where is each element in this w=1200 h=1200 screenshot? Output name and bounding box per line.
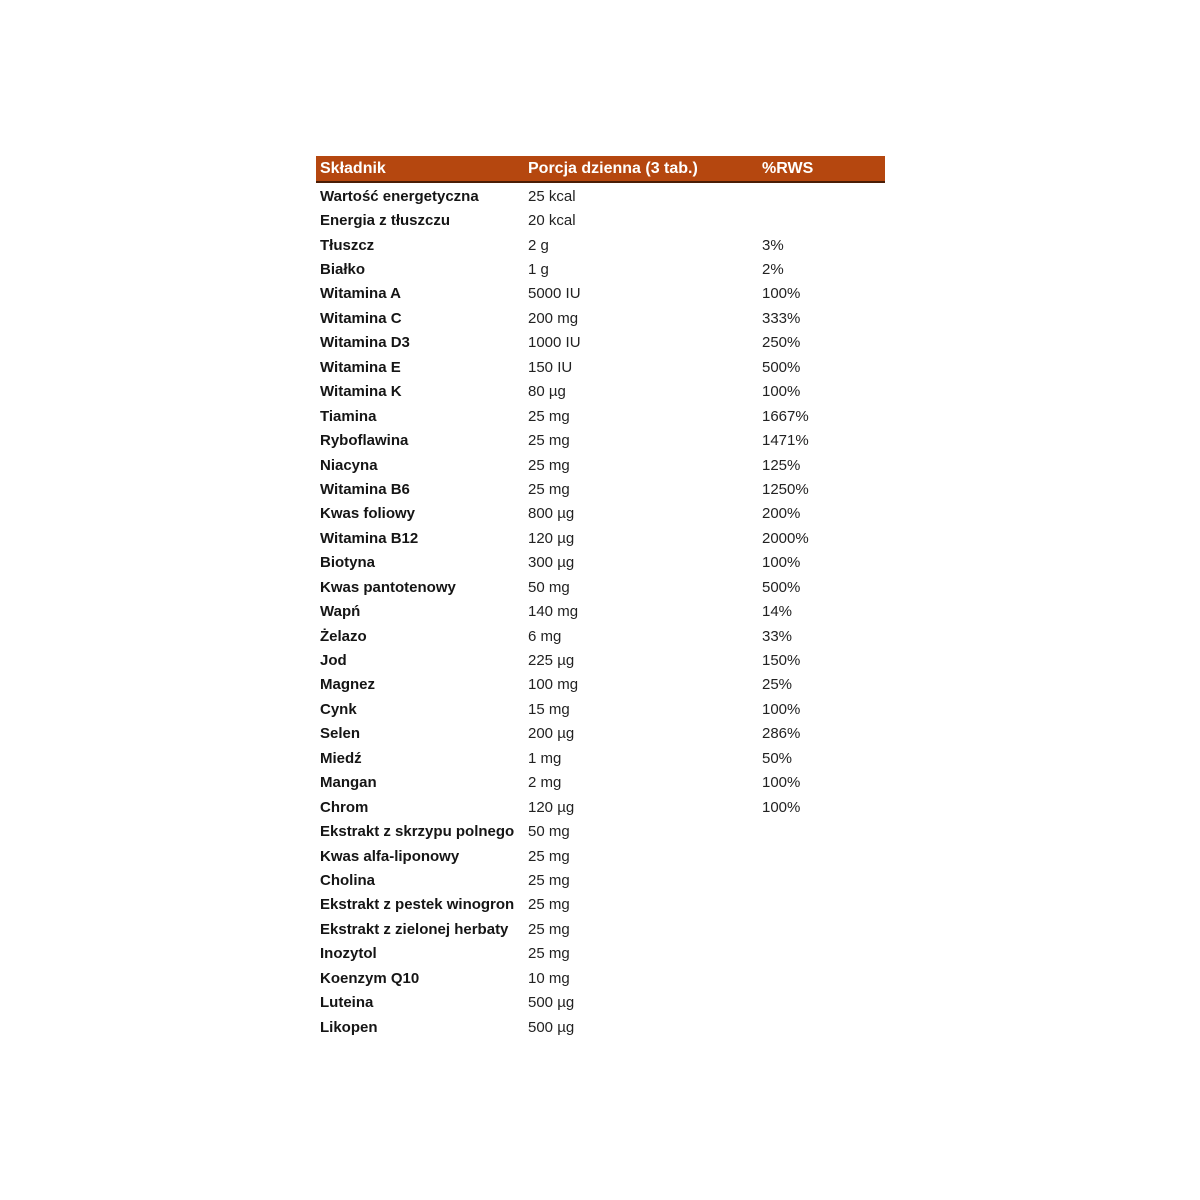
ingredient-name: Niacyna bbox=[320, 456, 378, 474]
table-row bbox=[316, 477, 885, 501]
table-row bbox=[316, 526, 885, 550]
rws-percent-value: 25% bbox=[762, 676, 793, 694]
ingredient-name: Selen bbox=[320, 725, 361, 743]
table-header-row bbox=[316, 156, 885, 183]
daily-portion-value: 100 mg bbox=[528, 676, 579, 694]
ingredient-name: Witamina E bbox=[320, 358, 401, 376]
rws-percent-value: 2% bbox=[762, 261, 784, 279]
ingredient-name: Energia z tłuszczu bbox=[320, 212, 451, 230]
table-row bbox=[316, 819, 885, 843]
table-body bbox=[316, 184, 885, 1039]
table-row bbox=[316, 795, 885, 819]
daily-portion-value: 200 mg bbox=[528, 309, 579, 327]
ingredient-name: Tiamina bbox=[320, 407, 377, 425]
rws-percent-value: 100% bbox=[762, 700, 801, 718]
daily-portion-value: 500 µg bbox=[528, 1018, 575, 1036]
daily-portion-value: 140 mg bbox=[528, 603, 579, 621]
ingredient-name: Koenzym Q10 bbox=[320, 969, 420, 987]
ingredient-name: Witamina D3 bbox=[320, 334, 410, 352]
daily-portion-value: 25 mg bbox=[528, 847, 570, 865]
daily-portion-value: 225 µg bbox=[528, 652, 575, 670]
ingredient-name: Witamina B12 bbox=[320, 529, 419, 547]
rws-percent-value: 125% bbox=[762, 456, 801, 474]
ingredient-name: Ekstrakt z pestek winogron bbox=[320, 896, 515, 914]
table-row bbox=[316, 355, 885, 379]
header-ingredient: Składnik bbox=[320, 159, 386, 177]
table-row bbox=[316, 893, 885, 917]
table-row bbox=[316, 868, 885, 892]
table-row bbox=[316, 648, 885, 672]
daily-portion-value: 120 µg bbox=[528, 798, 575, 816]
table-row bbox=[316, 331, 885, 355]
table-row bbox=[316, 575, 885, 599]
table-row bbox=[316, 697, 885, 721]
rws-percent-value: 1471% bbox=[762, 432, 809, 450]
rws-percent-value: 100% bbox=[762, 774, 801, 792]
table-row bbox=[316, 233, 885, 257]
daily-portion-value: 120 µg bbox=[528, 529, 575, 547]
rws-percent-value: 33% bbox=[762, 627, 793, 645]
rws-percent-value: 250% bbox=[762, 334, 801, 352]
daily-portion-value: 25 mg bbox=[528, 920, 570, 938]
rws-percent-value: 3% bbox=[762, 236, 784, 254]
daily-portion-value: 25 mg bbox=[528, 456, 570, 474]
table-row bbox=[316, 502, 885, 526]
table-row bbox=[316, 306, 885, 330]
table-row bbox=[316, 722, 885, 746]
daily-portion-value: 300 µg bbox=[528, 554, 575, 572]
daily-portion-value: 50 mg bbox=[528, 578, 570, 596]
daily-portion-value: 15 mg bbox=[528, 700, 570, 718]
daily-portion-value: 800 µg bbox=[528, 505, 575, 523]
ingredient-name: Cholina bbox=[320, 871, 375, 889]
ingredient-name: Ekstrakt z zielonej herbaty bbox=[320, 920, 509, 938]
ingredient-name: Chrom bbox=[320, 798, 369, 816]
rws-percent-value: 333% bbox=[762, 309, 801, 327]
rws-percent-value: 286% bbox=[762, 725, 801, 743]
ingredient-name: Witamina K bbox=[320, 383, 402, 401]
daily-portion-value: 200 µg bbox=[528, 725, 575, 743]
table-row bbox=[316, 990, 885, 1014]
table-row bbox=[316, 208, 885, 232]
rws-percent-value: 100% bbox=[762, 554, 801, 572]
nutrition-table bbox=[316, 156, 885, 1039]
daily-portion-value: 25 mg bbox=[528, 871, 570, 889]
ingredient-name: Likopen bbox=[320, 1018, 378, 1036]
daily-portion-value: 25 kcal bbox=[528, 187, 576, 205]
ingredient-name: Kwas foliowy bbox=[320, 505, 416, 523]
ingredient-name: Wapń bbox=[320, 603, 361, 621]
rws-percent-value: 50% bbox=[762, 749, 793, 767]
rws-percent-value: 500% bbox=[762, 578, 801, 596]
rws-percent-value: 150% bbox=[762, 652, 801, 670]
ingredient-name: Inozytol bbox=[320, 945, 377, 963]
table-row bbox=[316, 380, 885, 404]
table-row bbox=[316, 599, 885, 623]
table-row bbox=[316, 453, 885, 477]
table-row bbox=[316, 184, 885, 208]
daily-portion-value: 1000 IU bbox=[528, 334, 581, 352]
ingredient-name: Biotyna bbox=[320, 554, 376, 572]
table-row bbox=[316, 282, 885, 306]
ingredient-name: Ryboflawina bbox=[320, 432, 409, 450]
ingredient-name: Żelazo bbox=[320, 627, 367, 645]
ingredient-name: Luteina bbox=[320, 994, 374, 1012]
table-row bbox=[316, 966, 885, 990]
ingredient-name: Kwas pantotenowy bbox=[320, 578, 456, 596]
daily-portion-value: 80 µg bbox=[528, 383, 566, 401]
daily-portion-value: 1 mg bbox=[528, 749, 562, 767]
ingredient-name: Białko bbox=[320, 261, 366, 279]
rws-percent-value: 100% bbox=[762, 383, 801, 401]
table-row bbox=[316, 624, 885, 648]
rws-percent-value: 100% bbox=[762, 285, 801, 303]
header-rws: %RWS bbox=[762, 159, 814, 177]
ingredient-name: Witamina A bbox=[320, 285, 401, 303]
daily-portion-value: 500 µg bbox=[528, 994, 575, 1012]
daily-portion-value: 25 mg bbox=[528, 945, 570, 963]
rws-percent-value: 14% bbox=[762, 603, 793, 621]
daily-portion-value: 10 mg bbox=[528, 969, 570, 987]
daily-portion-value: 20 kcal bbox=[528, 212, 576, 230]
table-row bbox=[316, 551, 885, 575]
ingredient-name: Cynk bbox=[320, 700, 357, 718]
ingredient-name: Magnez bbox=[320, 676, 376, 694]
daily-portion-value: 2 mg bbox=[528, 774, 562, 792]
rws-percent-value: 1667% bbox=[762, 407, 809, 425]
header-daily-portion: Porcja dzienna (3 tab.) bbox=[528, 159, 698, 177]
daily-portion-value: 150 IU bbox=[528, 358, 573, 376]
table-row bbox=[316, 942, 885, 966]
daily-portion-value: 25 mg bbox=[528, 432, 570, 450]
rws-percent-value: 500% bbox=[762, 358, 801, 376]
table-row bbox=[316, 1015, 885, 1039]
rws-percent-value: 2000% bbox=[762, 529, 809, 547]
table-row bbox=[316, 404, 885, 428]
daily-portion-value: 50 mg bbox=[528, 823, 570, 841]
daily-portion-value: 5000 IU bbox=[528, 285, 581, 303]
daily-portion-value: 6 mg bbox=[528, 627, 562, 645]
ingredient-name: Ekstrakt z skrzypu polnego bbox=[320, 823, 515, 841]
rws-percent-value: 100% bbox=[762, 798, 801, 816]
daily-portion-value: 1 g bbox=[528, 261, 549, 279]
daily-portion-value: 25 mg bbox=[528, 896, 570, 914]
rws-percent-value: 1250% bbox=[762, 480, 809, 498]
table-row bbox=[316, 428, 885, 452]
daily-portion-value: 2 g bbox=[528, 236, 549, 254]
ingredient-name: Witamina C bbox=[320, 309, 402, 327]
table-row bbox=[316, 844, 885, 868]
daily-portion-value: 25 mg bbox=[528, 407, 570, 425]
table-row bbox=[316, 673, 885, 697]
ingredient-name: Miedź bbox=[320, 749, 362, 767]
rws-percent-value: 200% bbox=[762, 505, 801, 523]
table-row bbox=[316, 917, 885, 941]
table-row bbox=[316, 257, 885, 281]
ingredient-name: Mangan bbox=[320, 774, 377, 792]
ingredient-name: Wartość energetyczna bbox=[320, 187, 479, 205]
ingredient-name: Tłuszcz bbox=[320, 236, 375, 254]
table-row bbox=[316, 771, 885, 795]
ingredient-name: Witamina B6 bbox=[320, 480, 410, 498]
ingredient-name: Jod bbox=[320, 652, 347, 670]
table-row bbox=[316, 746, 885, 770]
ingredient-name: Kwas alfa-liponowy bbox=[320, 847, 460, 865]
daily-portion-value: 25 mg bbox=[528, 480, 570, 498]
